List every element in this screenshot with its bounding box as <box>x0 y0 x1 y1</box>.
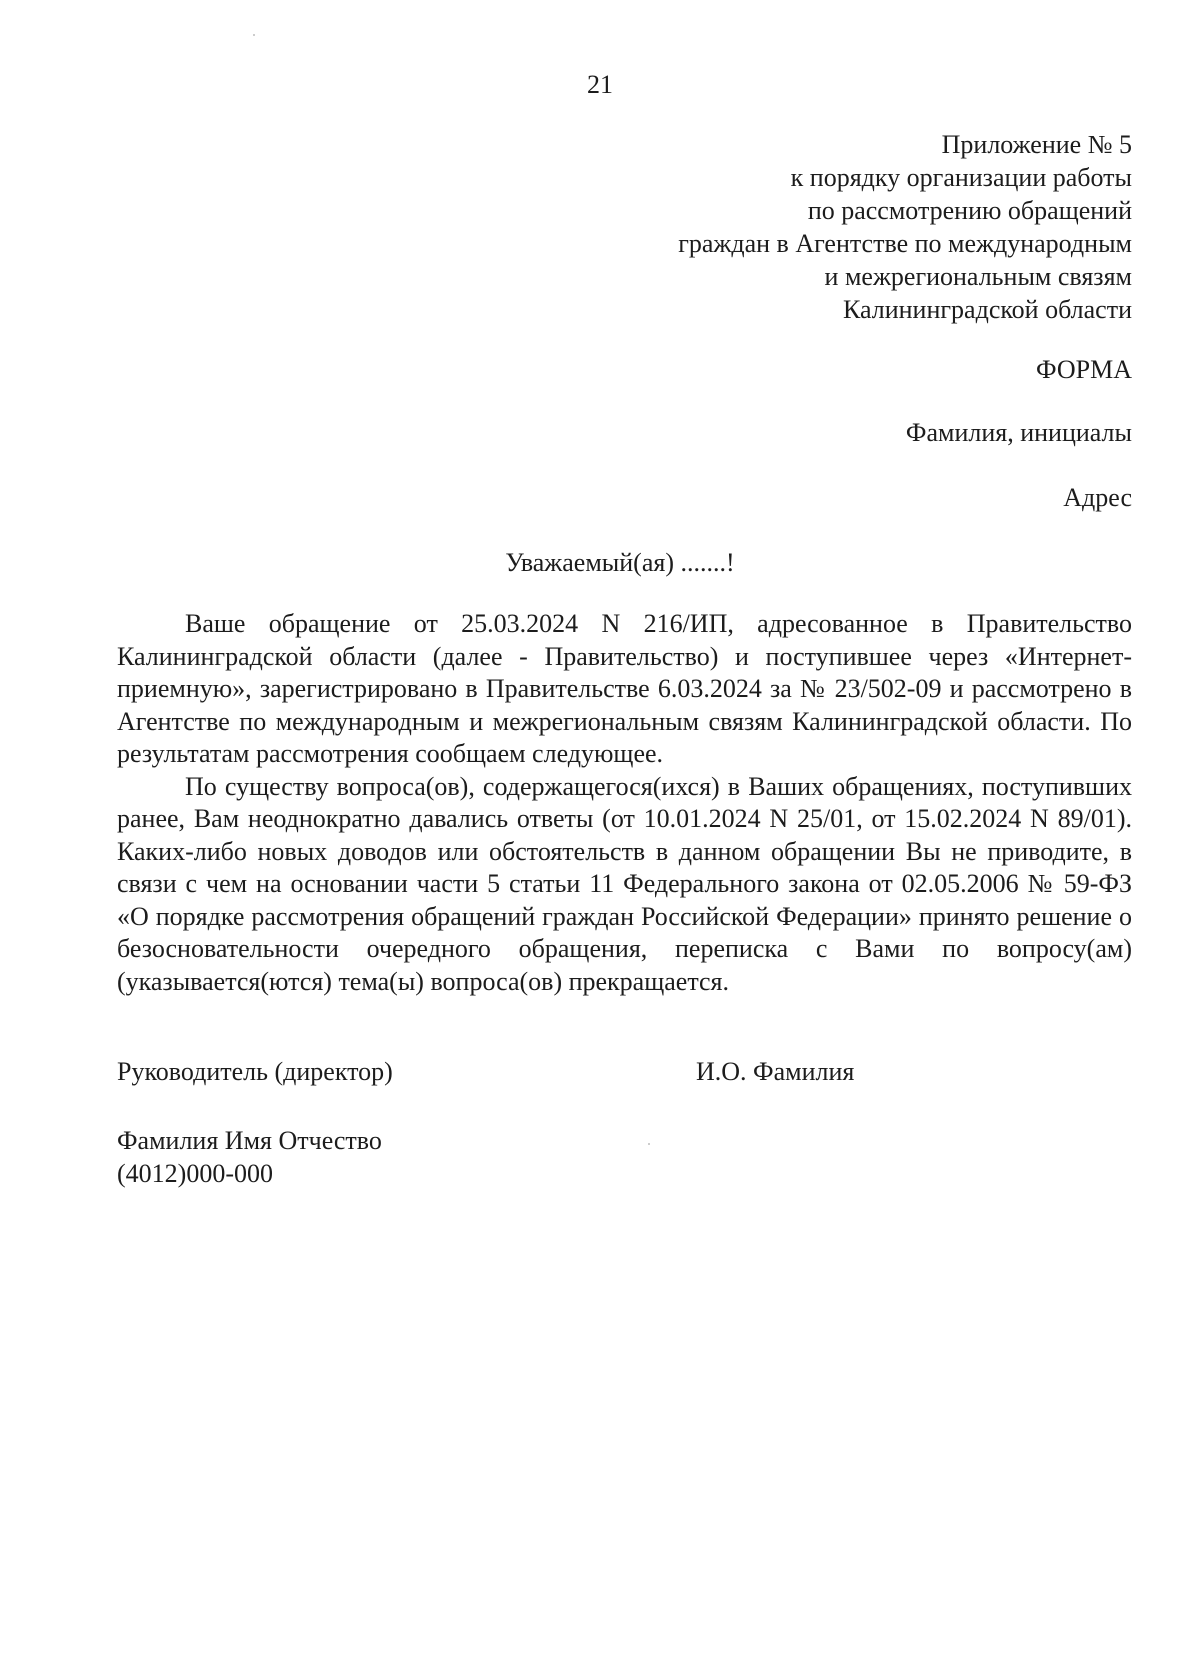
salutation: Уважаемый(ая) .......! <box>505 548 735 577</box>
appendix-line: Калининградской области <box>842 295 1132 324</box>
body-paragraph: По существу вопроса(ов), содержащегося(ихся) в Ваших обращениях, поступивших ранее, Вам неоднократно давались ответы (от 10.01.2024 N 25/01, от 15.02.2024 N 89/01). Каких-либо новых доводов или обстоятельств в данном обращении Вы не приводите, в связи с чем на основании части 5 статьи 11 Федерального закона от 02.05.2006 № 59-ФЗ «О порядке рассмотрения обращений граждан Российской Федерации» принято решение о безосновательности очередного обращения, переписка с Вами по вопросу(ам) (указывается(ются) тема(ы) вопроса(ов) прекращается. <box>117 771 1132 996</box>
scan-speck <box>253 34 255 36</box>
signer-name: И.О. Фамилия <box>696 1057 855 1086</box>
scan-speck <box>648 1143 650 1145</box>
signer-position: Руководитель (директор) <box>117 1057 393 1086</box>
appendix-line: к порядку организации работы <box>790 163 1132 192</box>
appendix-line: по рассмотрению обращений <box>807 196 1132 225</box>
appendix-header <box>678 128 1132 326</box>
body-paragraph: Ваше обращение от 25.03.2024 N 216/ИП, адресованное в Правительство Калининградской области (далее - Правительство) и поступившее через «Интернет-приемную», зарегистрировано в Правительстве 6.03.2024 за № 23/502-09 и рассмотрено в Агентстве по международным и межрегиональным связям Калининградской области. По результатам рассмотрения сообщаем следующее. <box>117 609 1132 768</box>
recipient-name: Фамилия, инициалы <box>905 418 1132 447</box>
page-number: 21 <box>587 70 613 99</box>
appendix-line: граждан в Агентстве по международным <box>678 229 1132 258</box>
executor-phone: (4012)000-000 <box>117 1159 273 1188</box>
appendix-line: Приложение № 5 <box>941 130 1132 159</box>
executor-name: Фамилия Имя Отчество <box>117 1126 382 1155</box>
appendix-line: и межрегиональным связям <box>824 262 1132 291</box>
recipient-address: Адрес <box>1063 483 1132 512</box>
form-label: ФОРМА <box>1036 355 1132 384</box>
letter-body <box>117 608 1132 998</box>
